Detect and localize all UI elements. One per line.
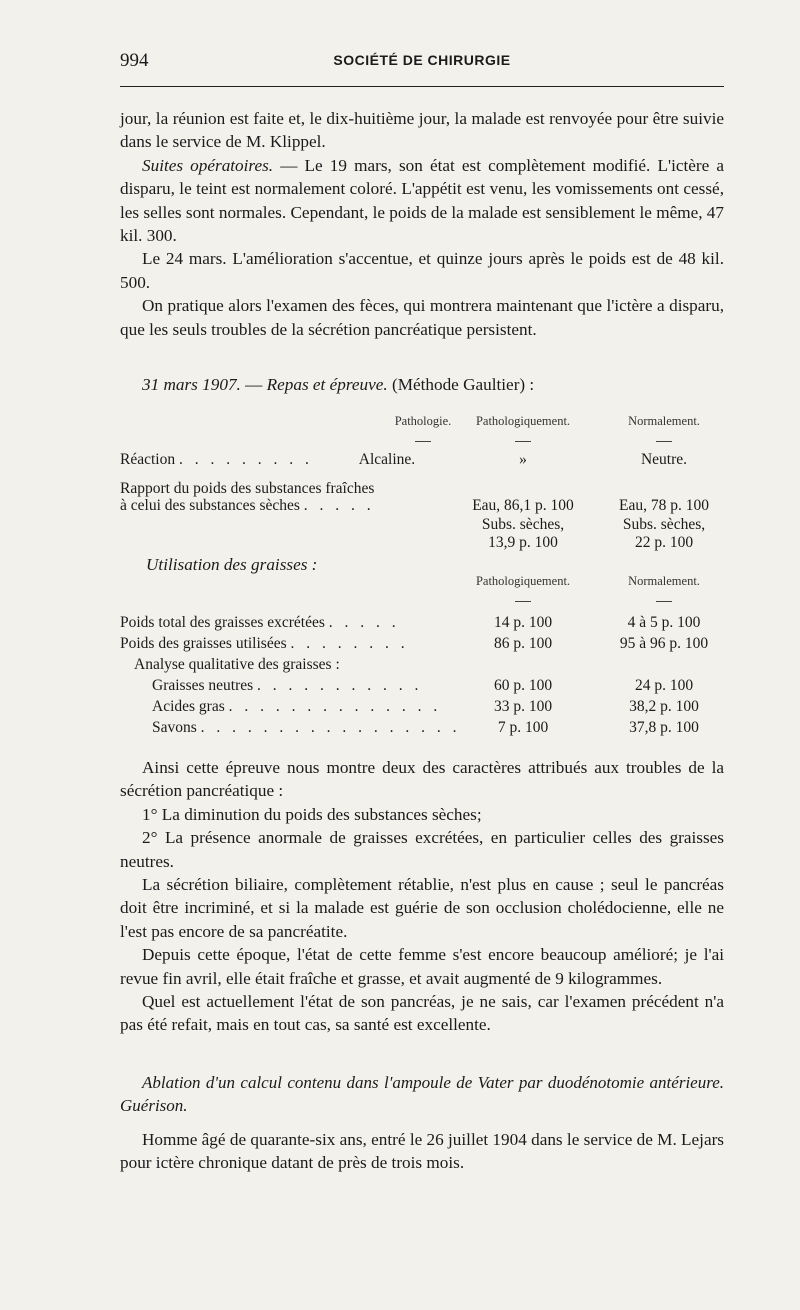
cell-normalement: 37,8 p. 100: [629, 719, 699, 736]
cell-normalement: Subs. sèches,: [622, 516, 706, 533]
table-dash-row: [120, 432, 724, 452]
paragraph: 2° La présence anormale de graisses excrétées, en particulier celles des graisses neutres.: [120, 828, 724, 871]
cell-pathologie: Alcaline.: [358, 451, 416, 468]
paragraph: Ainsi cette épreuve nous montre deux des caractères attribués aux troubles de la sécrétion pancréatique :: [120, 758, 724, 801]
dash: [456, 592, 590, 610]
table-row-rapport-2: [120, 497, 724, 517]
table-row: [120, 656, 724, 676]
intro-section: [120, 107, 724, 341]
paragraph: Depuis cette époque, l'état de cette femme s'est encore beaucoup amélioré; je l'ai revue fin avril, elle était fraîche et grasse, et avait augmenté de 9 kilogrammes.: [120, 945, 724, 988]
col-header-pathologie: Pathologie.: [394, 414, 452, 428]
table-row: [120, 614, 724, 634]
running-title: SOCIÉTÉ DE CHIRURGIE: [333, 52, 511, 68]
cell-normalement: Neutre.: [640, 451, 688, 468]
cell-pathologiquement: Eau, 86,1 p. 100: [472, 497, 574, 514]
table-header-row: [120, 414, 724, 434]
header-rule: [120, 86, 724, 87]
paragraph: Le 24 mars. L'amélioration s'accentue, et quinze jours après le poids est de 48 kil. 500.: [120, 249, 724, 292]
dash: [456, 432, 590, 450]
table-row-reaction: [120, 451, 724, 471]
row-label: Graisses neutres . . . . . . . . . . .: [152, 677, 423, 694]
col-header-normalement: Normalement.: [628, 574, 700, 588]
table-row: [120, 635, 724, 655]
cell-pathologiquement: 13,9 p. 100: [488, 534, 558, 551]
paragraph: On pratique alors l'examen des fèces, qui montrera maintenant que l'ictère a disparu, que les seuls troubles de la sécrétion pancréatique persistent.: [120, 296, 724, 339]
row-label: Acides gras . . . . . . . . . . . . . .: [152, 698, 442, 715]
cell-pathologiquement: 14 p. 100: [493, 614, 553, 631]
cell-normalement: 22 p. 100: [634, 534, 694, 551]
cell-normalement: 95 à 96 p. 100: [619, 635, 709, 652]
cell-pathologiquement: 33 p. 100: [493, 698, 553, 715]
row-label: Réaction . . . . . . . . .: [120, 451, 313, 468]
row-label: Analyse qualitative des graisses :: [134, 656, 340, 673]
cell-normalement: 38,2 p. 100: [629, 698, 699, 715]
graisses-heading: [120, 553, 724, 576]
table-row: [120, 698, 724, 718]
col-header-normalement: Normalement.: [628, 414, 700, 428]
paragraph: [120, 154, 724, 248]
repas-heading: [120, 373, 724, 396]
conclusion-section: [120, 756, 724, 1037]
row-label: Poids des graisses utilisées . . . . . . . .: [120, 635, 409, 652]
cell-pathologiquement: 86 p. 100: [493, 635, 553, 652]
suites-text: — Le 19 mars, son état est complètement modifié. L'ictère a disparu, le teint est normalement coloré. L'appétit est venu, les vomissements ont cessé, les selles sont normales. Cependant, le poids de la malade est sensiblement le même, 47 kil. 300.: [120, 155, 724, 246]
repas-title: Repas et épreuve.: [266, 375, 388, 394]
paragraph: [120, 373, 724, 396]
dash: [604, 592, 724, 610]
table-row: [120, 677, 724, 697]
table-row-rapport-3: [120, 516, 724, 536]
cell-pathologiquement: Subs. sèches,: [481, 516, 565, 533]
paragraph: La sécrétion biliaire, complètement rétablie, n'est plus en cause ; seul le pancréas doit être incriminé, et si la malade est guérie de son occlusion cholédocienne, elle ne l'est pas encore de sa pancréatite.: [120, 875, 724, 941]
cell-pathologiquement: »: [519, 451, 527, 468]
paragraph: 1° La diminution du poids des substances sèches;: [142, 804, 482, 824]
section-title-ablation: Ablation d'un calcul contenu dans l'ampoule de Vater par duodénotomie antérieure. Guérison.: [120, 1073, 724, 1116]
row-label: Savons . . . . . . . . . . . . . . . . .: [152, 719, 461, 736]
paragraph: Utilisation des graisses :: [146, 555, 318, 574]
cell-pathologiquement: 60 p. 100: [493, 677, 553, 694]
table-row: [120, 719, 724, 739]
page-number: 994: [120, 50, 149, 71]
cell-normalement: Eau, 78 p. 100: [619, 497, 709, 514]
row-label: à celui des substances sèches . . . . .: [120, 497, 375, 514]
final-section: [120, 1128, 724, 1175]
paragraph: jour, la réunion est faite et, le dix-huitième jour, la malade est renvoyée pour être suivie dans le service de M. Klippel.: [120, 109, 724, 152]
col-header-pathologiquement: Pathologiquement.: [475, 574, 571, 588]
repas-method: (Méthode Gaultier) :: [387, 375, 535, 394]
row-label: Poids total des graisses excrétées . . . . .: [120, 614, 400, 631]
page-header: [120, 50, 724, 74]
repas-dash: —: [240, 375, 267, 394]
row-label: Rapport du poids des substances fraîches: [120, 480, 375, 497]
table-header-row: [120, 574, 724, 594]
cell-normalement: 4 à 5 p. 100: [627, 614, 701, 631]
table-row-rapport-4: [120, 534, 724, 554]
cell-normalement: 24 p. 100: [634, 677, 694, 694]
col-header-pathologiquement: Pathologiquement.: [475, 414, 571, 428]
paragraph: Homme âgé de quarante-six ans, entré le 26 juillet 1904 dans le service de M. Lejars pour ictère chronique datant de près de trois mois.: [120, 1130, 724, 1173]
dash: [604, 432, 724, 450]
repas-date: 31 mars 1907.: [142, 375, 241, 394]
paragraph: Quel est actuellement l'état de son pancréas, je ne sais, car l'examen précédent n'a pas été refait, mais en tout cas, sa santé est excellente.: [120, 992, 724, 1035]
table-dash-row: [120, 592, 724, 612]
suites-label: Suites opératoires.: [142, 155, 274, 175]
cell-pathologiquement: 7 p. 100: [497, 719, 549, 736]
